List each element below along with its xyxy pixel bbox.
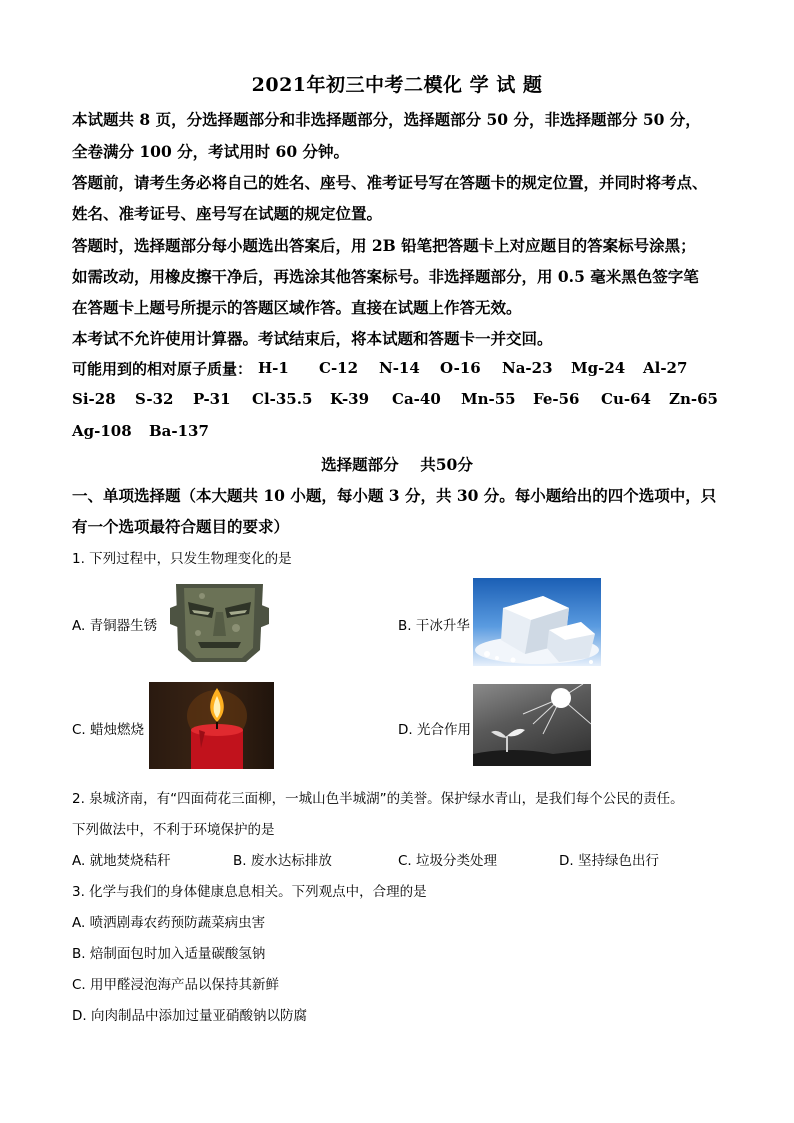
atomic-mass: H-1 [258,359,289,377]
section-heading: 一、单项选择题（本大题共 10 小题，每小题 3 分，共 30 分。每小题给出的四个选项中，只 [72,486,717,505]
instruction-line: 姓名、准考证号、座号写在试题的规定位置。 [72,204,383,223]
atomic-mass: O-16 [440,359,481,377]
atomic-mass-label: 可能用到的相对原子质量： [72,360,253,378]
section-title: 选择题部分 共50分 [321,455,473,474]
atomic-mass: Al-27 [643,359,688,377]
question-2-option-c: C. 垃圾分类处理 [398,853,498,869]
question-3-stem: 3. 化学与我们的身体健康息息相关。下列观点中，合理的是 [72,884,427,900]
question-2-option-d: D. 坚持绿色出行 [559,853,659,869]
instruction-line: 本考试不允许使用计算器。考试结束后，将本试题和答题卡一并交回。 [72,329,553,348]
question-3-option-c: C. 用甲醛浸泡海产品以保持其新鲜 [72,977,280,993]
page-title: 2021年初三中考二模化 学 试 题 [251,74,543,96]
question-2-option-a: A. 就地焚烧秸秆 [72,853,171,869]
question-1-option-d: D. 光合作用 [398,722,471,738]
question-2-stem: 下列做法中，不利于环境保护的是 [72,822,275,838]
question-1-option-c: C. 蜡烛燃烧 [72,722,145,738]
instruction-line: 答题时，选择题部分每小题选出答案后，用 2B 铅笔把答题卡上对应题目的答案标号涂黑； [72,236,696,255]
atomic-mass: Ag-108 [72,422,132,440]
atomic-mass: Ba-137 [149,422,209,440]
instruction-line: 在答题卡上题号所提示的答题区域作答。直接在试题上作答无效。 [72,298,522,317]
atomic-mass: Na-23 [502,359,553,377]
question-1-option-a: A. 青铜器生锈 [72,618,158,634]
atomic-mass: Mn-55 [461,390,516,408]
question-2-option-b: B. 废水达标排放 [233,853,332,869]
atomic-mass: C-12 [319,359,359,377]
atomic-mass: K-39 [330,390,370,408]
atomic-mass: Ca-40 [392,390,441,408]
instruction-line: 本试题共 8 页，分选择题部分和非选择题部分，选择题部分 50 分，非选择题部分 50 分， [72,110,701,129]
atomic-mass: S-32 [135,390,174,408]
question-3-option-a: A. 喷洒剧毒农药预防蔬菜病虫害 [72,915,266,931]
sprout-sunlight-image [473,684,591,766]
instruction-line: 答题前，请考生务必将自己的姓名、座号、准考证号写在答题卡的规定位置，并同时将考点、 [72,173,708,192]
question-2-stem: 2. 泉城济南，有“四面荷花三面柳，一城山色半城湖”的美誉。保护绿水青山，是我们每个公民的责任。 [72,791,684,807]
atomic-mass: Si-28 [72,390,116,408]
atomic-mass: Fe-56 [533,390,580,408]
dry-ice-image [473,578,601,666]
atomic-mass: N-14 [379,359,420,377]
candle-image [149,682,274,769]
atomic-mass: P-31 [193,390,231,408]
section-heading: 有一个选项最符合题目的要求） [72,517,290,536]
instruction-line: 全卷满分 100 分，考试用时 60 分钟。 [72,142,350,161]
question-3-option-d: D. 向肉制品中添加过量亚硝酸钠以防腐 [72,1008,307,1024]
question-1-option-b: B. 干冰升华 [398,618,470,634]
atomic-mass: Zn-65 [669,390,718,408]
atomic-mass: Cl-35.5 [252,390,313,408]
instruction-line: 如需改动，用橡皮擦干净后，再选涂其他答案标号。非选择题部分，用 0.5 毫米黑色签字笔 [72,267,699,286]
atomic-mass: Mg-24 [571,359,626,377]
question-1-stem: 1. 下列过程中，只发生物理变化的是 [72,551,292,567]
bronze-mask-image [162,578,277,663]
atomic-mass: Cu-64 [601,390,651,408]
question-3-option-b: B. 焙制面包时加入适量碳酸氢钠 [72,946,266,962]
